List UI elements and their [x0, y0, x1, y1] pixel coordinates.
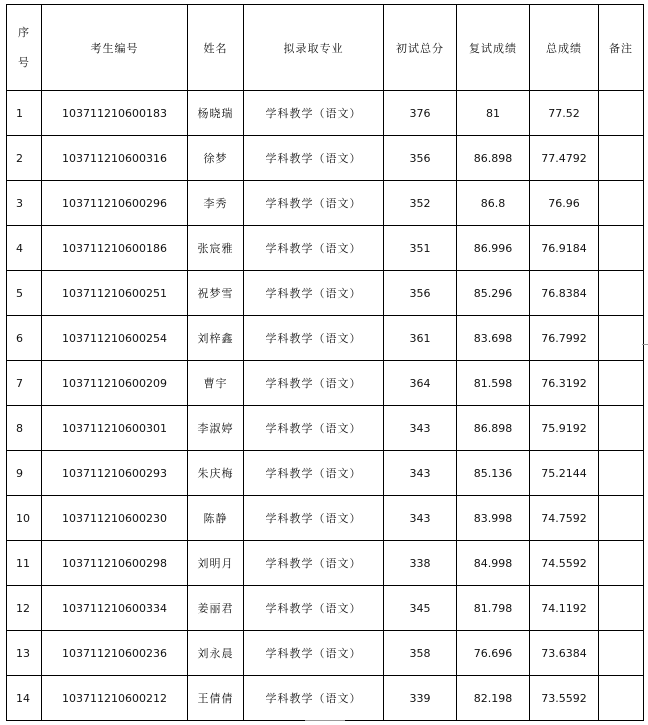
cell-note	[599, 541, 644, 586]
cell-major: 学科教学（语文）	[244, 451, 384, 496]
cell-index: 14	[7, 676, 42, 721]
cell-note	[599, 496, 644, 541]
cell-note	[599, 406, 644, 451]
header-major: 拟录取专业	[244, 5, 384, 91]
cell-major: 学科教学（语文）	[244, 181, 384, 226]
cell-name: 杨晓瑞	[188, 91, 244, 136]
cell-total-score: 76.9184	[530, 226, 599, 271]
table-row	[7, 406, 644, 451]
cell-note	[599, 586, 644, 631]
cell-retest-score: 81	[457, 91, 530, 136]
table-row	[7, 451, 644, 496]
cell-retest-score: 84.998	[457, 541, 530, 586]
cell-name: 徐梦	[188, 136, 244, 181]
table-row	[7, 541, 644, 586]
cell-initial-score: 358	[384, 631, 457, 676]
cell-index: 13	[7, 631, 42, 676]
cell-index: 4	[7, 226, 42, 271]
cell-exam-id: 103711210600301	[42, 406, 188, 451]
cell-total-score: 76.8384	[530, 271, 599, 316]
cell-initial-score: 343	[384, 406, 457, 451]
cell-retest-score: 86.996	[457, 226, 530, 271]
cell-total-score: 77.4792	[530, 136, 599, 181]
cell-name: 刘永晨	[188, 631, 244, 676]
cell-exam-id: 103711210600209	[42, 361, 188, 406]
table-body	[7, 91, 644, 721]
cell-index: 9	[7, 451, 42, 496]
cell-index: 11	[7, 541, 42, 586]
cell-total-score: 75.2144	[530, 451, 599, 496]
cell-exam-id: 103711210600296	[42, 181, 188, 226]
cell-major: 学科教学（语文）	[244, 91, 384, 136]
cell-retest-score: 86.898	[457, 406, 530, 451]
cell-name: 姜丽君	[188, 586, 244, 631]
cell-exam-id: 103711210600183	[42, 91, 188, 136]
header-initial-score: 初试总分	[384, 5, 457, 91]
cell-exam-id: 103711210600186	[42, 226, 188, 271]
cell-initial-score: 343	[384, 451, 457, 496]
cell-index: 5	[7, 271, 42, 316]
header-note: 备注	[599, 5, 644, 91]
cell-name: 曹宇	[188, 361, 244, 406]
cell-index: 8	[7, 406, 42, 451]
cell-major: 学科教学（语文）	[244, 541, 384, 586]
cell-retest-score: 86.898	[457, 136, 530, 181]
cell-major: 学科教学（语文）	[244, 136, 384, 181]
cell-major: 学科教学（语文）	[244, 586, 384, 631]
cell-name: 朱庆梅	[188, 451, 244, 496]
cell-retest-score: 85.296	[457, 271, 530, 316]
cell-note	[599, 361, 644, 406]
table-row	[7, 181, 644, 226]
table-row	[7, 226, 644, 271]
header-index-part-2: 号	[18, 55, 30, 69]
cell-major: 学科教学（语文）	[244, 226, 384, 271]
header-name: 姓名	[188, 5, 244, 91]
cell-initial-score: 352	[384, 181, 457, 226]
page-bottom-mark	[305, 720, 345, 721]
table-row	[7, 586, 644, 631]
cell-index: 3	[7, 181, 42, 226]
cell-retest-score: 81.798	[457, 586, 530, 631]
table-row	[7, 631, 644, 676]
table-row	[7, 271, 644, 316]
cell-exam-id: 103711210600230	[42, 496, 188, 541]
cell-total-score: 73.5592	[530, 676, 599, 721]
cell-retest-score: 82.198	[457, 676, 530, 721]
cell-initial-score: 376	[384, 91, 457, 136]
cell-initial-score: 345	[384, 586, 457, 631]
cell-name: 张宸雅	[188, 226, 244, 271]
header-exam-id: 考生编号	[42, 5, 188, 91]
cell-index: 2	[7, 136, 42, 181]
cell-major: 学科教学（语文）	[244, 496, 384, 541]
cell-initial-score: 343	[384, 496, 457, 541]
cell-exam-id: 103711210600212	[42, 676, 188, 721]
cell-exam-id: 103711210600293	[42, 451, 188, 496]
cell-exam-id: 103711210600334	[42, 586, 188, 631]
cell-note	[599, 226, 644, 271]
cell-major: 学科教学（语文）	[244, 271, 384, 316]
cell-name: 祝梦雪	[188, 271, 244, 316]
cell-name: 刘梓鑫	[188, 316, 244, 361]
cell-total-score: 73.6384	[530, 631, 599, 676]
cell-note	[599, 136, 644, 181]
table-row	[7, 676, 644, 721]
cell-major: 学科教学（语文）	[244, 316, 384, 361]
cell-name: 王倩倩	[188, 676, 244, 721]
header-index-part-1: 序	[18, 25, 30, 39]
cell-exam-id: 103711210600298	[42, 541, 188, 586]
cell-note	[599, 271, 644, 316]
cell-initial-score: 339	[384, 676, 457, 721]
table-row	[7, 136, 644, 181]
cell-name: 李秀	[188, 181, 244, 226]
page-edge-mark	[642, 344, 648, 345]
cell-major: 学科教学（语文）	[244, 676, 384, 721]
cell-total-score: 74.5592	[530, 541, 599, 586]
table-row	[7, 91, 644, 136]
cell-total-score: 77.52	[530, 91, 599, 136]
cell-note	[599, 631, 644, 676]
table-row	[7, 361, 644, 406]
cell-retest-score: 83.698	[457, 316, 530, 361]
cell-major: 学科教学（语文）	[244, 361, 384, 406]
cell-index: 7	[7, 361, 42, 406]
cell-note	[599, 91, 644, 136]
cell-retest-score: 85.136	[457, 451, 530, 496]
cell-exam-id: 103711210600236	[42, 631, 188, 676]
cell-total-score: 74.1192	[530, 586, 599, 631]
cell-note	[599, 181, 644, 226]
cell-retest-score: 86.8	[457, 181, 530, 226]
cell-note	[599, 316, 644, 361]
cell-note	[599, 676, 644, 721]
header-row	[7, 5, 644, 91]
cell-name: 陈静	[188, 496, 244, 541]
table-row	[7, 496, 644, 541]
cell-exam-id: 103711210600316	[42, 136, 188, 181]
cell-initial-score: 351	[384, 226, 457, 271]
cell-name: 李淑婷	[188, 406, 244, 451]
cell-total-score: 74.7592	[530, 496, 599, 541]
cell-initial-score: 338	[384, 541, 457, 586]
cell-exam-id: 103711210600254	[42, 316, 188, 361]
cell-initial-score: 356	[384, 136, 457, 181]
cell-major: 学科教学（语文）	[244, 631, 384, 676]
cell-retest-score: 83.998	[457, 496, 530, 541]
cell-index: 6	[7, 316, 42, 361]
header-total-score: 总成绩	[530, 5, 599, 91]
cell-initial-score: 356	[384, 271, 457, 316]
cell-note	[599, 451, 644, 496]
cell-initial-score: 361	[384, 316, 457, 361]
cell-total-score: 76.7992	[530, 316, 599, 361]
cell-initial-score: 364	[384, 361, 457, 406]
header-retest-score: 复试成绩	[457, 5, 530, 91]
cell-total-score: 75.9192	[530, 406, 599, 451]
cell-retest-score: 81.598	[457, 361, 530, 406]
cell-name: 刘明月	[188, 541, 244, 586]
cell-index: 12	[7, 586, 42, 631]
table-row	[7, 316, 644, 361]
admission-table	[6, 4, 644, 721]
cell-major: 学科教学（语文）	[244, 406, 384, 451]
cell-index: 1	[7, 91, 42, 136]
cell-total-score: 76.3192	[530, 361, 599, 406]
cell-exam-id: 103711210600251	[42, 271, 188, 316]
cell-retest-score: 76.696	[457, 631, 530, 676]
header-index	[7, 5, 42, 91]
cell-index: 10	[7, 496, 42, 541]
cell-total-score: 76.96	[530, 181, 599, 226]
